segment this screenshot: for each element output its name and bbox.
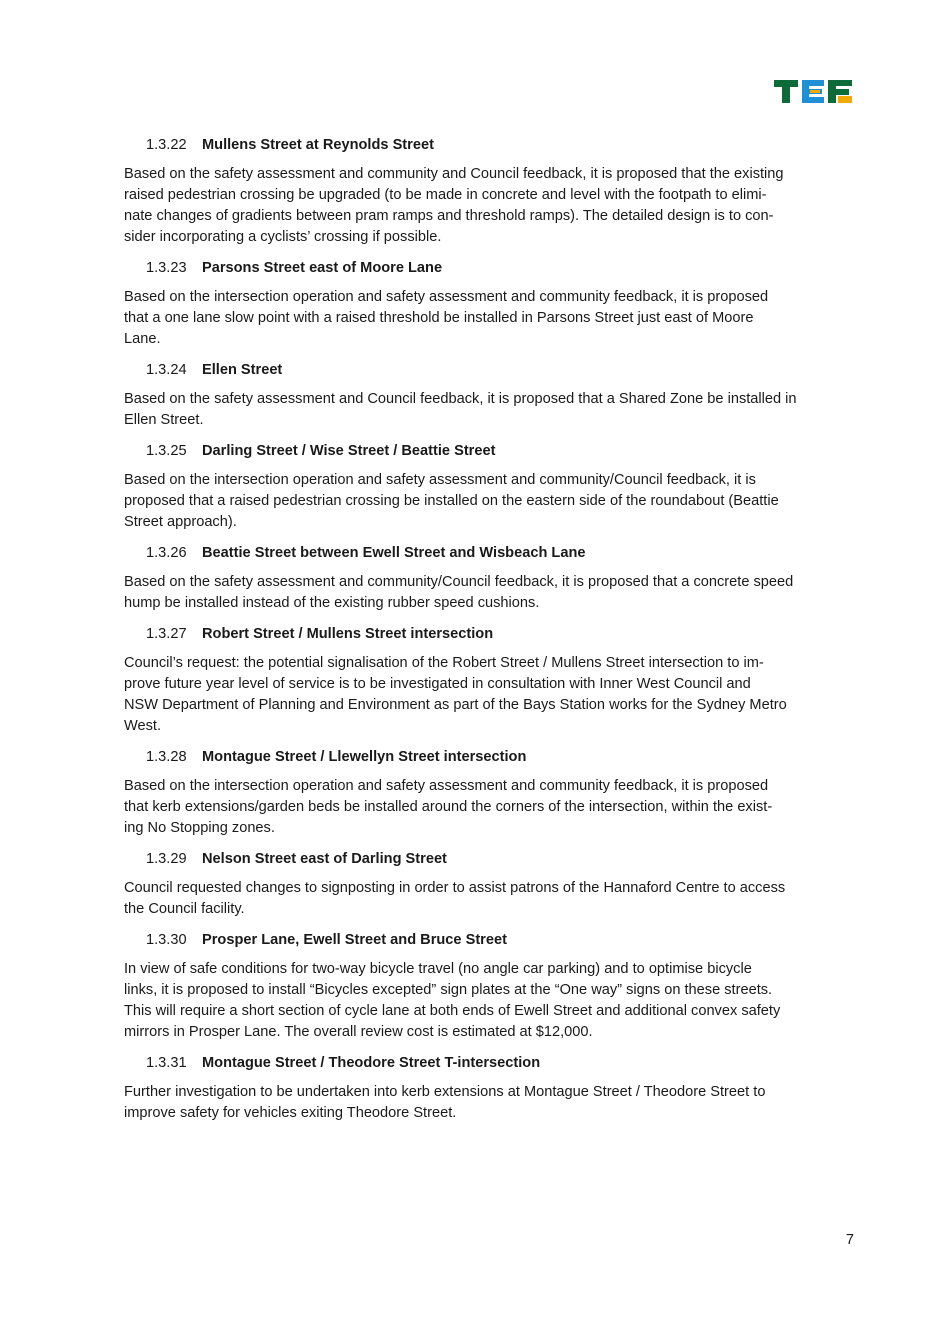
section-paragraph [124,164,859,248]
paragraph-line: Ellen Street. [124,412,204,428]
section-paragraph [124,287,859,350]
section-heading [146,134,859,156]
section-title: Beattie Street between Ewell Street and Wisbeach Lane [202,545,586,561]
section-title: Prosper Lane, Ewell Street and Bruce Street [202,932,507,948]
section-paragraph [124,1082,859,1124]
section-number: 1.3.30 [146,932,187,948]
section-number: 1.3.24 [146,362,187,378]
paragraph-line: that a one lane slow point with a raised threshold be installed in Parsons Street just east of Moore [124,310,754,326]
section-title: Darling Street / Wise Street / Beattie Street [202,443,496,459]
section-heading [146,257,859,279]
section-number: 1.3.22 [146,137,187,153]
section-heading [146,848,859,870]
company-logo [772,76,854,106]
section-title: Ellen Street [202,362,283,378]
section [124,848,859,920]
section-number: 1.3.29 [146,851,187,867]
section-paragraph [124,653,859,737]
paragraph-line: raised pedestrian crossing be upgraded (to be made in concrete and level with the footpath to elimi- [124,187,767,203]
paragraph-line: sider incorporating a cyclists’ crossing if possible. [124,229,442,245]
section [124,1052,859,1124]
paragraph-line: mirrors in Prosper Lane. The overall review cost is estimated at $12,000. [124,1024,593,1040]
paragraph-line: West. [124,718,162,734]
paragraph-line: nate changes of gradients between pram ramps and threshold ramps). The detailed design is to con- [124,208,774,224]
section-heading [146,359,859,381]
section-number: 1.3.31 [146,1055,187,1071]
section-title: Nelson Street east of Darling Street [202,851,447,867]
section-number: 1.3.23 [146,260,187,276]
paragraph-line: Council requested changes to signposting in order to assist patrons of the Hannaford Centre to access [124,880,786,896]
page-number: 7 [845,1232,854,1248]
paragraph-line: Council’s request: the potential signalisation of the Robert Street / Mullens Street intersection to im- [124,655,764,671]
paragraph-line: Based on the safety assessment and community and Council feedback, it is proposed that the existing [124,166,784,182]
paragraph-line: that kerb extensions/garden beds be installed around the corners of the intersection, within the exist- [124,799,773,815]
paragraph-line: Based on the intersection operation and safety assessment and community/Council feedback, it is [124,472,756,488]
paragraph-line: In view of safe conditions for two-way bicycle travel (no angle car parking) and to optimise bicycle [124,961,752,977]
section-number: 1.3.26 [146,545,187,561]
paragraph-line: hump be installed instead of the existing rubber speed cushions. [124,595,540,611]
paragraph-line: ing No Stopping zones. [124,820,275,836]
section-paragraph [124,878,859,920]
section-heading [146,746,859,768]
section-title: Robert Street / Mullens Street intersection [202,626,494,642]
section [124,623,859,737]
paragraph-line: Lane. [124,331,161,347]
section-paragraph [124,776,859,839]
section-heading [146,542,859,564]
section-paragraph [124,572,859,614]
paragraph-line: Street approach). [124,514,237,530]
paragraph-line: Further investigation to be undertaken into kerb extensions at Montague Street / Theodore Street to [124,1084,766,1100]
section-heading [146,1052,859,1074]
paragraph-line: Based on the intersection operation and safety assessment and community feedback, it is proposed [124,289,769,305]
paragraph-line: Based on the safety assessment and Council feedback, it is proposed that a Shared Zone be installed in [124,391,797,407]
paragraph-line: improve safety for vehicles exiting Theodore Street. [124,1105,457,1121]
paragraph-line: the Council facility. [124,901,245,917]
section-heading [146,929,859,951]
section-paragraph [124,959,859,1043]
section-number: 1.3.27 [146,626,187,642]
section-paragraph [124,470,859,533]
section-paragraph [124,389,859,431]
section [124,257,859,350]
section [124,929,859,1043]
section [124,359,859,431]
section-title: Montague Street / Theodore Street T-intersection [202,1055,541,1071]
section-number: 1.3.28 [146,749,187,765]
paragraph-line: Based on the safety assessment and community/Council feedback, it is proposed that a concrete speed [124,574,794,590]
section-heading [146,440,859,462]
section-number: 1.3.25 [146,443,187,459]
section [124,440,859,533]
paragraph-line: Based on the intersection operation and safety assessment and community feedback, it is proposed [124,778,769,794]
section [124,134,859,248]
document-body [124,134,859,1133]
paragraph-line: proposed that a raised pedestrian crossing be installed on the eastern side of the roundabout (Beattie [124,493,779,509]
section [124,746,859,839]
section-title: Parsons Street east of Moore Lane [202,260,443,276]
paragraph-line: NSW Department of Planning and Environment as part of the Bays Station works for the Sydney Metro [124,697,787,713]
section [124,542,859,614]
paragraph-line: links, it is proposed to install “Bicycles excepted” sign plates at the “One way” signs on these streets. [124,982,773,998]
paragraph-line: prove future year level of service is to be investigated in consultation with Inner West Council and [124,676,751,692]
paragraph-line: This will require a short section of cycle lane at both ends of Ewell Street and additional convex safety [124,1003,781,1019]
section-title: Montague Street / Llewellyn Street intersection [202,749,527,765]
section-title: Mullens Street at Reynolds Street [202,137,434,153]
section-heading [146,623,859,645]
